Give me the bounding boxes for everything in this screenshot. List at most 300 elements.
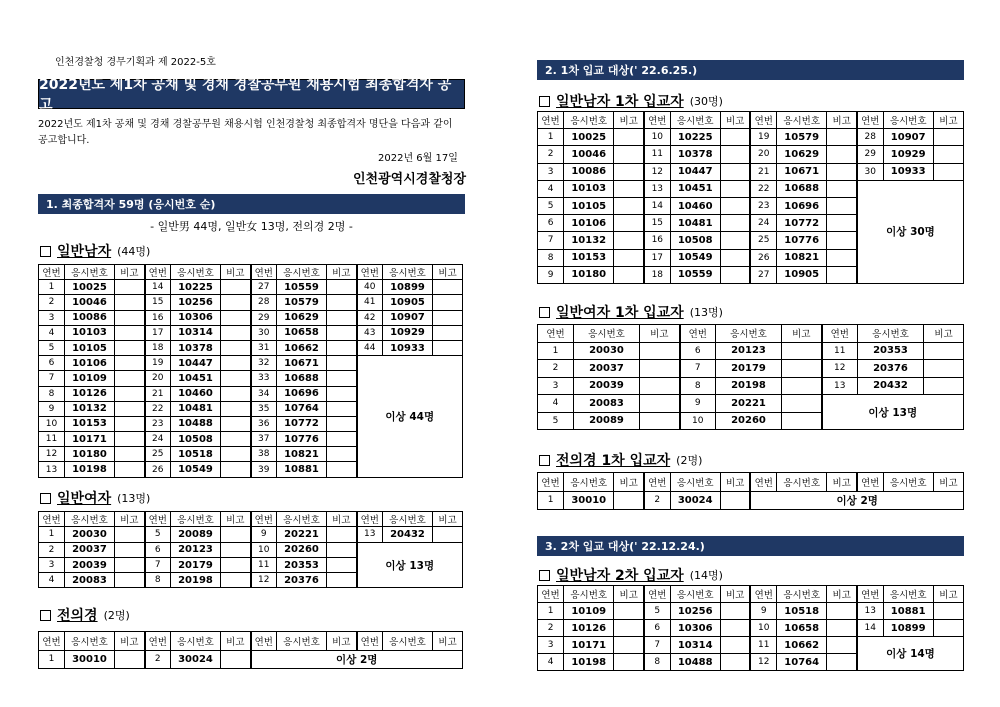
cell-seq: 16 — [644, 232, 670, 249]
column-header-remark: 비고 — [720, 112, 750, 129]
column-header-exam-number: 응시번호 — [171, 632, 221, 651]
cell-remark — [115, 310, 145, 325]
cell-seq: 17 — [145, 325, 171, 340]
cell-seq: 23 — [145, 416, 171, 431]
cell-remark — [221, 462, 251, 477]
column-header-remark: 비고 — [221, 265, 251, 280]
cell-remark — [327, 573, 357, 588]
cell-exam-number: 10106 — [564, 215, 614, 232]
checkbox-square-icon — [539, 307, 550, 318]
column-header-remark: 비고 — [433, 265, 463, 280]
cell-seq: 13 — [644, 180, 670, 197]
cell-exam-number: 10460 — [670, 197, 720, 214]
cell-seq: 27 — [251, 280, 277, 295]
cell-remark — [115, 573, 145, 588]
cell-exam-number: 20123 — [716, 342, 782, 360]
cell-seq: 14 — [145, 280, 171, 295]
heading-general-male — [40, 241, 150, 261]
table-row — [538, 377, 964, 395]
column-header-seq: 연번 — [357, 512, 383, 527]
heading-female-first-entry — [539, 302, 723, 322]
cell-exam-number: 10198 — [564, 654, 614, 671]
cell-seq: 18 — [145, 340, 171, 355]
table-row — [538, 163, 964, 180]
heading-count: (44명) — [117, 245, 151, 258]
cell-remark — [924, 360, 964, 378]
heading-count: (2명) — [103, 609, 130, 622]
cell-exam-number: 10696 — [777, 197, 827, 214]
cell-exam-number: 10907 — [383, 310, 433, 325]
cell-seq: 1 — [538, 491, 564, 510]
cell-remark — [221, 310, 251, 325]
cell-exam-number: 10905 — [383, 295, 433, 310]
table-row — [39, 527, 463, 542]
cell-seq: 2 — [644, 491, 670, 510]
column-header-exam-number: 응시번호 — [777, 112, 827, 129]
column-header-seq: 연번 — [538, 112, 564, 129]
cell-exam-number: 10899 — [383, 280, 433, 295]
cell-exam-number: 10688 — [777, 180, 827, 197]
cell-seq: 7 — [538, 232, 564, 249]
cell-seq: 11 — [251, 557, 277, 572]
cell-exam-number: 20123 — [171, 542, 221, 557]
column-header-remark: 비고 — [933, 473, 963, 492]
roster-table — [537, 585, 964, 671]
checkbox-square-icon — [40, 246, 51, 257]
cell-seq: 31 — [251, 340, 277, 355]
cell-remark — [327, 527, 357, 542]
cell-remark — [221, 432, 251, 447]
cell-exam-number: 10306 — [670, 620, 720, 637]
column-header-exam-number: 응시번호 — [670, 586, 720, 603]
cell-exam-number: 10671 — [777, 163, 827, 180]
total-count-cell: 이상 30명 — [857, 180, 964, 283]
cell-seq: 22 — [750, 180, 776, 197]
heading-name: 전의경 — [57, 608, 98, 624]
cell-exam-number: 30024 — [171, 650, 221, 669]
cell-remark — [115, 280, 145, 295]
cell-seq: 39 — [251, 462, 277, 477]
cell-seq: 22 — [145, 401, 171, 416]
column-header-seq: 연번 — [39, 632, 65, 651]
cell-seq: 6 — [538, 215, 564, 232]
cell-remark — [614, 146, 644, 163]
cell-remark — [827, 249, 857, 266]
cell-exam-number: 10126 — [564, 620, 614, 637]
cell-remark — [115, 542, 145, 557]
checkbox-square-icon — [539, 455, 550, 466]
table-row — [538, 395, 964, 413]
cell-remark — [827, 129, 857, 146]
cell-remark — [782, 342, 822, 360]
cell-exam-number: 10025 — [65, 280, 115, 295]
checkbox-square-icon — [539, 570, 550, 581]
cell-exam-number: 10671 — [277, 356, 327, 371]
cell-seq: 4 — [538, 654, 564, 671]
table-row — [538, 180, 964, 197]
cell-seq: 24 — [750, 215, 776, 232]
column-header-exam-number: 응시번호 — [383, 265, 433, 280]
column-header-seq: 연번 — [750, 586, 776, 603]
table-header-row — [538, 112, 964, 129]
cell-seq: 8 — [39, 386, 65, 401]
column-header-seq: 연번 — [857, 586, 883, 603]
cell-seq: 40 — [357, 280, 383, 295]
cell-exam-number: 20089 — [574, 412, 640, 430]
cell-exam-number: 20432 — [858, 377, 924, 395]
cell-seq: 21 — [145, 386, 171, 401]
cell-remark — [720, 249, 750, 266]
cell-exam-number: 10559 — [670, 266, 720, 283]
column-header-seq: 연번 — [538, 473, 564, 492]
table-row — [39, 310, 463, 325]
cell-seq: 24 — [145, 432, 171, 447]
cell-exam-number: 20376 — [858, 360, 924, 378]
intro-text: 2022년도 제1차 공채 및 경채 경찰공무원 채용시험 인천경찰청 최종합격자 명단을 다음과 같이 공고합니다. — [38, 119, 453, 146]
section1-summary: - 일반男 44명, 일반女 13명, 전의경 2명 - — [150, 220, 353, 233]
cell-exam-number: 10549 — [171, 462, 221, 477]
cell-remark — [720, 603, 750, 620]
cell-remark — [720, 637, 750, 654]
cell-exam-number: 10518 — [777, 603, 827, 620]
heading-count: (30명) — [689, 95, 723, 108]
cell-remark — [933, 146, 963, 163]
cell-remark — [933, 163, 963, 180]
cell-remark — [327, 401, 357, 416]
total-count-cell: 이상 2명 — [251, 650, 463, 669]
cell-seq: 25 — [750, 232, 776, 249]
cell-remark — [614, 197, 644, 214]
heading-count: (14명) — [689, 569, 723, 582]
cell-remark — [221, 416, 251, 431]
column-header-exam-number: 응시번호 — [171, 265, 221, 280]
table-row — [39, 356, 463, 371]
column-header-exam-number: 응시번호 — [277, 512, 327, 527]
cell-exam-number: 10105 — [564, 197, 614, 214]
column-header-exam-number: 응시번호 — [65, 632, 115, 651]
cell-remark — [327, 371, 357, 386]
cell-exam-number: 10481 — [171, 401, 221, 416]
cell-remark — [115, 447, 145, 462]
table-row — [538, 637, 964, 654]
cell-exam-number: 10518 — [171, 447, 221, 462]
cell-seq: 12 — [750, 654, 776, 671]
total-count-cell: 이상 2명 — [750, 491, 963, 510]
column-header-exam-number: 응시번호 — [277, 265, 327, 280]
cell-seq: 17 — [644, 249, 670, 266]
cell-seq: 30 — [857, 163, 883, 180]
cell-remark — [433, 310, 463, 325]
cell-exam-number: 10929 — [883, 146, 933, 163]
cell-exam-number: 10508 — [670, 232, 720, 249]
cell-remark — [720, 197, 750, 214]
cell-exam-number: 10658 — [277, 325, 327, 340]
cell-remark — [327, 386, 357, 401]
column-header-remark: 비고 — [327, 632, 357, 651]
total-count-cell: 이상 14명 — [857, 637, 964, 671]
cell-seq: 30 — [251, 325, 277, 340]
cell-exam-number: 10106 — [65, 356, 115, 371]
table-row — [538, 491, 964, 510]
cell-exam-number: 10881 — [883, 603, 933, 620]
cell-remark — [827, 603, 857, 620]
cell-seq: 6 — [680, 342, 716, 360]
table-row — [538, 620, 964, 637]
cell-exam-number: 10256 — [171, 295, 221, 310]
cell-seq: 15 — [145, 295, 171, 310]
cell-exam-number: 20198 — [171, 573, 221, 588]
cell-exam-number: 10086 — [65, 310, 115, 325]
cell-seq: 3 — [538, 377, 574, 395]
column-header-remark: 비고 — [115, 512, 145, 527]
roster-table — [38, 511, 463, 588]
cell-seq: 12 — [251, 573, 277, 588]
heading-name: 일반남자 1차 입교자 — [556, 94, 684, 110]
column-header-remark: 비고 — [827, 586, 857, 603]
column-header-remark: 비고 — [720, 473, 750, 492]
cell-remark — [720, 163, 750, 180]
cell-seq: 42 — [357, 310, 383, 325]
cell-exam-number: 20353 — [277, 557, 327, 572]
cell-seq: 8 — [680, 377, 716, 395]
section3-banner: 3. 2차 입교 대상(' 22.12.24.) — [537, 536, 964, 556]
announcement-date: 2022년 6월 17일 — [378, 153, 458, 164]
column-header-seq: 연번 — [750, 473, 776, 492]
column-header-remark: 비고 — [221, 512, 251, 527]
cell-exam-number: 10105 — [65, 340, 115, 355]
total-count-cell: 이상 13명 — [357, 542, 463, 588]
cell-exam-number: 10256 — [670, 603, 720, 620]
cell-seq: 6 — [644, 620, 670, 637]
column-header-seq: 연번 — [644, 112, 670, 129]
section1-banner: 1. 최종합격자 59명 (응시번호 순) — [38, 194, 465, 214]
cell-exam-number: 10132 — [65, 401, 115, 416]
cell-seq: 1 — [39, 650, 65, 669]
column-header-exam-number: 응시번호 — [564, 112, 614, 129]
cell-exam-number: 30010 — [65, 650, 115, 669]
column-header-exam-number: 응시번호 — [858, 325, 924, 343]
cell-seq: 26 — [145, 462, 171, 477]
cell-remark — [640, 377, 680, 395]
cell-remark — [221, 542, 251, 557]
cell-remark — [115, 527, 145, 542]
cell-exam-number: 10451 — [670, 180, 720, 197]
column-header-seq: 연번 — [357, 265, 383, 280]
cell-seq: 19 — [750, 129, 776, 146]
cell-seq: 14 — [644, 197, 670, 214]
section2-banner: 2. 1차 입교 대상(' 22.6.25.) — [537, 60, 964, 80]
cell-remark — [115, 325, 145, 340]
cell-remark — [115, 356, 145, 371]
cell-exam-number: 30024 — [670, 491, 720, 510]
cell-remark — [221, 573, 251, 588]
cell-exam-number: 10198 — [65, 462, 115, 477]
cell-seq: 2 — [39, 295, 65, 310]
cell-exam-number: 10447 — [670, 163, 720, 180]
cell-seq: 29 — [251, 310, 277, 325]
cell-seq: 11 — [750, 637, 776, 654]
cell-remark — [221, 386, 251, 401]
cell-exam-number: 10481 — [670, 215, 720, 232]
cell-remark — [614, 215, 644, 232]
cell-seq: 7 — [644, 637, 670, 654]
cell-seq: 4 — [538, 180, 564, 197]
cell-seq: 7 — [680, 360, 716, 378]
cell-remark — [827, 215, 857, 232]
cell-exam-number: 10488 — [670, 654, 720, 671]
cell-seq: 5 — [644, 603, 670, 620]
heading-name: 일반여자 — [57, 491, 112, 507]
cell-seq: 8 — [644, 654, 670, 671]
total-count-cell: 이상 13명 — [822, 395, 964, 430]
column-header-exam-number: 응시번호 — [564, 473, 614, 492]
cell-seq: 12 — [822, 360, 858, 378]
cell-remark — [640, 412, 680, 430]
column-header-exam-number: 응시번호 — [383, 512, 433, 527]
cell-exam-number: 10907 — [883, 129, 933, 146]
cell-remark — [720, 232, 750, 249]
cell-exam-number: 20198 — [716, 377, 782, 395]
cell-seq: 37 — [251, 432, 277, 447]
column-header-seq: 연번 — [145, 512, 171, 527]
cell-exam-number: 20037 — [574, 360, 640, 378]
cell-seq: 9 — [251, 527, 277, 542]
cell-seq: 11 — [822, 342, 858, 360]
cell-exam-number: 10764 — [277, 401, 327, 416]
heading-name: 전의경 1차 입교자 — [556, 453, 671, 469]
column-header-remark: 비고 — [720, 586, 750, 603]
column-header-seq: 연번 — [251, 512, 277, 527]
cell-exam-number: 10776 — [777, 232, 827, 249]
cell-remark — [614, 249, 644, 266]
cell-remark — [221, 371, 251, 386]
cell-exam-number: 20221 — [277, 527, 327, 542]
table-header-row — [39, 632, 463, 651]
column-header-exam-number: 응시번호 — [574, 325, 640, 343]
heading-male-second-entry — [539, 565, 723, 585]
cell-exam-number: 20221 — [716, 395, 782, 413]
cell-remark — [640, 342, 680, 360]
cell-seq: 44 — [357, 340, 383, 355]
table-row — [39, 542, 463, 557]
cell-seq: 33 — [251, 371, 277, 386]
cell-exam-number: 20089 — [171, 527, 221, 542]
cell-seq: 4 — [538, 395, 574, 413]
cell-seq: 4 — [39, 573, 65, 588]
cell-seq: 38 — [251, 447, 277, 462]
column-header-seq: 연번 — [39, 265, 65, 280]
cell-exam-number: 10696 — [277, 386, 327, 401]
column-header-seq: 연번 — [39, 512, 65, 527]
cell-exam-number: 10772 — [777, 215, 827, 232]
cell-remark — [827, 146, 857, 163]
cell-exam-number: 20432 — [383, 527, 433, 542]
heading-name: 일반남자 2차 입교자 — [556, 568, 684, 584]
cell-seq: 9 — [680, 395, 716, 413]
cell-remark — [327, 542, 357, 557]
cell-exam-number: 10508 — [171, 432, 221, 447]
cell-seq: 2 — [538, 360, 574, 378]
table-row — [538, 146, 964, 163]
column-header-seq: 연번 — [680, 325, 716, 343]
cell-seq: 34 — [251, 386, 277, 401]
cell-exam-number: 20376 — [277, 573, 327, 588]
checkbox-square-icon — [40, 610, 51, 621]
column-header-exam-number: 응시번호 — [777, 473, 827, 492]
cell-seq: 3 — [39, 557, 65, 572]
cell-exam-number: 10764 — [777, 654, 827, 671]
cell-seq: 3 — [538, 163, 564, 180]
heading-male-first-entry — [539, 91, 723, 111]
cell-exam-number: 10662 — [277, 340, 327, 355]
cell-seq: 28 — [251, 295, 277, 310]
column-header-exam-number: 응시번호 — [883, 473, 933, 492]
column-header-remark: 비고 — [115, 265, 145, 280]
column-header-seq: 연번 — [644, 586, 670, 603]
table-row — [538, 342, 964, 360]
cell-exam-number: 10046 — [564, 146, 614, 163]
cell-exam-number: 10933 — [883, 163, 933, 180]
column-header-exam-number: 응시번호 — [670, 112, 720, 129]
cell-remark — [433, 280, 463, 295]
cell-exam-number: 10314 — [171, 325, 221, 340]
cell-exam-number: 10086 — [564, 163, 614, 180]
cell-exam-number: 10225 — [171, 280, 221, 295]
cell-exam-number: 20353 — [858, 342, 924, 360]
cell-remark — [221, 340, 251, 355]
column-header-remark: 비고 — [221, 632, 251, 651]
cell-remark — [933, 603, 963, 620]
cell-seq: 2 — [145, 650, 171, 669]
cell-seq: 19 — [145, 356, 171, 371]
cell-remark — [327, 557, 357, 572]
table-row — [39, 295, 463, 310]
cell-remark — [827, 232, 857, 249]
cell-exam-number: 10688 — [277, 371, 327, 386]
cell-remark — [115, 416, 145, 431]
cell-exam-number: 10025 — [564, 129, 614, 146]
cell-remark — [720, 215, 750, 232]
cell-seq: 12 — [644, 163, 670, 180]
heading-count: (13명) — [689, 306, 723, 319]
cell-remark — [327, 416, 357, 431]
cell-exam-number: 10153 — [564, 249, 614, 266]
table-header-row — [538, 473, 964, 492]
cell-exam-number: 10306 — [171, 310, 221, 325]
cell-remark — [115, 340, 145, 355]
cell-remark — [115, 650, 145, 669]
column-header-remark: 비고 — [933, 112, 963, 129]
cell-exam-number: 10126 — [65, 386, 115, 401]
cell-seq: 9 — [750, 603, 776, 620]
heading-name: 일반남자 — [57, 244, 112, 260]
cell-exam-number: 10821 — [277, 447, 327, 462]
cell-remark — [827, 654, 857, 671]
column-header-exam-number: 응시번호 — [65, 265, 115, 280]
cell-seq: 7 — [145, 557, 171, 572]
cell-exam-number: 10629 — [777, 146, 827, 163]
cell-remark — [221, 650, 251, 669]
table-row — [538, 360, 964, 378]
cell-seq: 10 — [750, 620, 776, 637]
cell-exam-number: 20039 — [574, 377, 640, 395]
cell-seq: 2 — [538, 620, 564, 637]
cell-seq: 5 — [538, 197, 564, 214]
roster-table — [537, 324, 964, 430]
cell-exam-number: 10488 — [171, 416, 221, 431]
column-header-remark: 비고 — [827, 473, 857, 492]
cell-seq: 26 — [750, 249, 776, 266]
